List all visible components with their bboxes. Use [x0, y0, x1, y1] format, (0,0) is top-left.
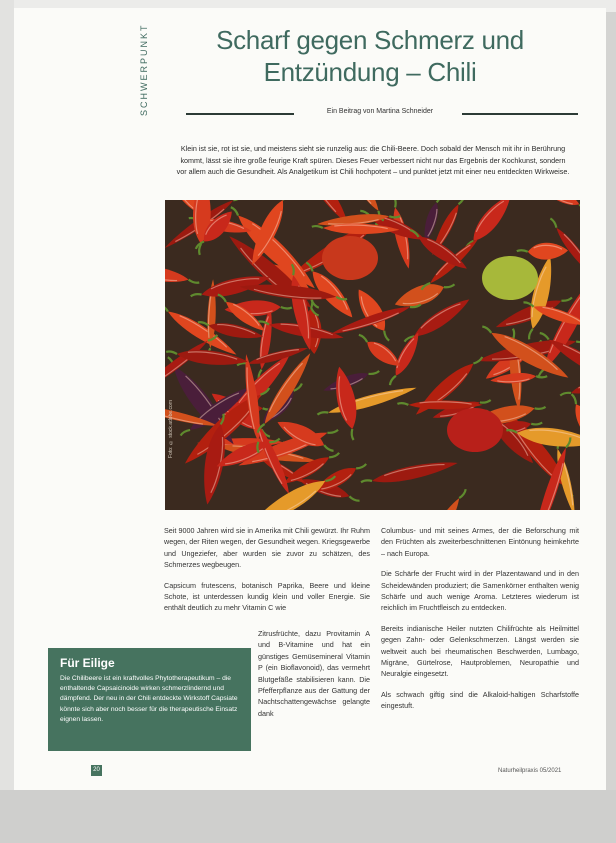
section-tag: SCHWERPUNKT	[139, 23, 149, 116]
body-paragraph: Seit 9000 Jahren wird sie in Amerika mit Chili gewürzt. Ihr Ruhm wegen, der Riten wegen, der Gesundheit wegen. Kriegsgewerbe und Ungeziefer, aber wurden sie zuvor zu schätzen, des Schmerzes wegbeugen.	[164, 526, 370, 570]
intro-paragraph: Klein ist sie, rot ist sie, und meistens sieht sie runzelig aus: die Chili-Beere. Doch sobald der Mensch mit ihr in Berührung kommt, lässt sie ihre große feurige Kraft spüren. Dieses Feuer verbessert nicht nur das Ergebnis der Kochkunst, sondern vor allem auch die Gesundheit. Als Analgetikum ist Chili hochpotent – und punktet jetzt mit einer neu entdeckten Wirkweise.	[176, 144, 570, 177]
body-paragraph: Die Schärfe der Frucht wird in der Plazentawand und in den Scheidewänden produziert; die Samenkörner enthalten wenig Schärfe und auch wenige Aroma. Letzteres wiederum ist reichlich im Fruchtfleisch zu entdecken.	[381, 569, 579, 613]
habanero-pepper	[482, 256, 538, 300]
scan-margin-left	[0, 0, 14, 843]
summary-box-title: Für Eilige	[60, 656, 115, 670]
column-left-narrow	[258, 628, 370, 728]
title-line-1: Scharf gegen Schmerz und	[216, 25, 524, 55]
chili-photo	[165, 200, 580, 510]
article-title	[180, 24, 560, 88]
summary-box-text: Die Chilibeere ist ein kraftvolles Phytotherapeutikum – die enthaltende Capsaicinoide wirken schmerzlindernd und dämpfend. Der neu in der Chili entdeckte Wirkstoff Capsiate könnte sich aber noch besser für die therapeutische Einsatz eignen lassen.	[60, 675, 238, 723]
title-line-2: Entzündung – Chili	[263, 57, 477, 87]
footer-source: Naturheilpraxis 05/2021	[498, 768, 562, 774]
scan-margin-bottom	[0, 790, 616, 843]
column-left-top	[164, 525, 370, 623]
byline: Ein Beitrag von Martina Schneider	[326, 108, 434, 115]
byline-rule-left	[186, 113, 294, 115]
habanero-pepper	[322, 236, 378, 280]
chili-illustration	[165, 200, 580, 510]
summary-box	[48, 648, 251, 751]
byline-rule-right	[462, 113, 578, 115]
body-paragraph: Columbus- und mit seines Armes, der die Beforschung mit den Früchten als zweiterbeschnittenen Eintönung heimkehrte – nach Europa.	[381, 526, 579, 558]
photo-credit: Foto: © stock.adobe.com	[168, 400, 174, 458]
column-right	[381, 525, 579, 721]
page-number: 20	[91, 765, 102, 776]
body-paragraph: Capsicum frutescens, botanisch Paprika, Beere und kleine Schote, ist unterdessen kundig klein und voller Energie. Sie enthält deutlich zu mehr Vitamin C wie	[164, 580, 370, 613]
body-paragraph: Zitrusfrüchte, dazu Provitamin A und B-Vitamine und hat ein günstiges Gemüsemineral Vitamin P (ein Bioflavonoid), das vermehrt Blutgefäße stabilisieren kann. Die Pfefferpflanze aus der Gattung der Nachtschattengewächse gelangte dank	[258, 629, 370, 718]
body-paragraph: Bereits indianische Heiler nutzten Chilifrüchte als Heilmittel gegen Zahn- oder Gelenkschmerzen. Längst werden sie weltweit auch bei rheumatischen Beschwerden, Lumbago, Migräne, Gürtelrose, Hautproblemen, Neuropathie und Neuralgie eingesetzt.	[381, 623, 579, 679]
habanero-pepper	[447, 408, 503, 452]
body-paragraph: Als schwach giftig sind die Alkaloid-haltigen Scharfstoffe eingestuft.	[381, 689, 579, 711]
